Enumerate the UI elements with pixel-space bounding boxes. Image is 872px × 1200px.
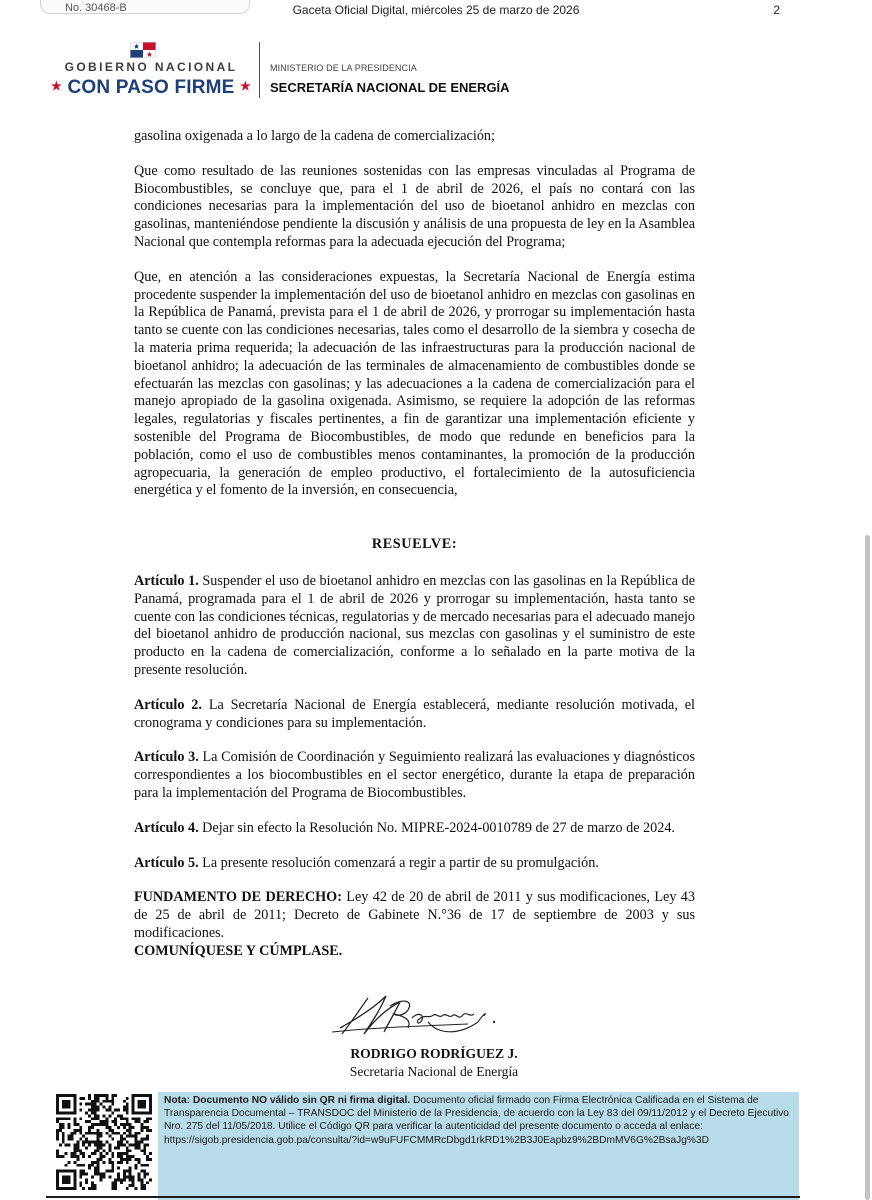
considerando-paragraph: Que como resultado de las reuniones sostenidas con las empresas vinculadas al Programa de Biocombustibles, se concluye que, para el 1 de abril de 2026, el país no contará con las condiciones necesarias para la implementación del uso de bioetanol anhidro en mezclas con gasolinas, manteniéndose pendiente la discusión y análisis de una propuesta de ley en la Asamblea Nacional que contempla reformas para la adecuada ejecución del Programa; (134, 162, 695, 250)
article-text: La Comisión de Coordinación y Seguimiento realizará las evaluaciones y diagnósticos correspondientes a los biocombustibles en el sector energético, durante la etapa de preparación para la implementación del Programa de Biocombustibles. (134, 749, 695, 801)
gazette-header: Gaceta Oficial Digital, miércoles 25 de marzo de 2026 (292, 3, 580, 17)
secretaria-name: SECRETARÍA NACIONAL DE ENERGÍA (270, 80, 510, 95)
verification-link[interactable]: https://sigob.presidencia.gob.pa/consulta/?id=w9uFUFCMMRcDbgd1rkRD1%2B3J0Eapbz9%2BDmMV6G%2BsaJg%3D (164, 1134, 710, 1146)
footer-rule (46, 1196, 800, 1198)
considerando-paragraph: gasolina oxigenada a lo largo de la cadena de comercialización; (134, 128, 495, 144)
fundamento-text: Ley 42 de 20 de abril de 2011 y sus modificaciones, Ley 43 de 25 de abril de 2011; Decreto de Gabinete N.°36 de 17 de septiembre de 2003 y sus modificaciones. (134, 889, 695, 941)
article-4 (134, 820, 695, 838)
fundamento-de-derecho (134, 889, 695, 942)
con-paso-firme-text (48, 77, 254, 99)
article-3 (134, 749, 695, 802)
panama-flag-icon (130, 42, 156, 58)
qr-code-icon[interactable] (56, 1094, 152, 1190)
page-number: 2 (773, 3, 780, 17)
article-label: Artículo 4. (134, 819, 199, 836)
note-label: Nota: Documento NO válido sin QR ni firma digital. (164, 1095, 411, 1106)
resuelve-heading: RESUELVE: (371, 536, 458, 553)
scrollbar-thumb[interactable] (865, 535, 870, 1200)
star-icon: ★ (50, 79, 62, 93)
resolution-body (134, 128, 695, 960)
fundamento-label: FUNDAMENTO DE DERECHO: (134, 889, 342, 906)
article-label: Artículo 1. (134, 572, 199, 589)
signer-name: RODRIGO RODRÍGUEZ J. (350, 1046, 518, 1061)
article-text: Suspender el uso de bioetanol anhidro en mezclas con las gasolinas en la República de Panamá, programada para el 1 de abril de 2026 y prorrogar su implementación, hasta tanto se cuente con las condiciones técnicas, regulatorias y de mercado necesarias para el adecuado manejo del bioetanol anhidro de producción nacional, sus mezclas con gasolinas y el suministro de este producto en la cadena de comercialización, conforme a lo señalado en la parte motiva de la presente resolución. (134, 572, 695, 678)
article-text: La presente resolución comenzará a regir a partir de su promulgación. (198, 854, 599, 871)
government-logo (48, 38, 254, 102)
page-header (0, 0, 872, 22)
article-label: Artículo 2. (134, 696, 202, 713)
article-2 (134, 697, 695, 733)
note-text: Documento oficial firmado con Firma Electrónica Calificada en el Sistema de Transparencia Documental – TRANSDOC del Ministerio de la Presidencia, de acuerdo con la Ley 83 del 09/11/2012 y el Decreto Ejecutivo Nro. 275 del 11/05/2018. Utilice el Código QR para verificar la autenticidad del presente documento o acceda al enlace: (164, 1095, 789, 1133)
slogan-label: CON PASO FIRME (67, 77, 235, 98)
article-text: La Secretaría Nacional de Energía establecerá, mediante resolución motivada, el cronograma y condiciones para su implementación. (134, 696, 696, 731)
article-5 (134, 855, 695, 873)
considerando-paragraph: Que, en atención a las consideraciones expuestas, la Secretaría Nacional de Energía estima procedente suspender la implementación del uso de bioetanol anhidro en mezclas con gasolinas en la República de Panamá, prevista para el 1 de abril de 2026, y prorrogar su implementación hasta tanto se cuente con las condiciones necesarias, tales como el desarrollo de la siembra y cosecha de la materia prima requerida; la adecuación de las infraestructuras para la producción nacional de bioetanol anhidro; la adecuación de las terminales de almacenamiento de combustibles donde se efectuarán las mezclas con gasolinas; y las adecuaciones a la cadena de comercialización para el manejo apropiado de la gasolina oxigenada. Asimismo, se requiere la adopción de las reformas legales, regulatorias y fiscales pertinentes, a fin de garantizar una implementación eficiente y sostenible del Programa de Biocombustibles, de modo que redunde en beneficios para la población, como el uso de combustibles menos contaminantes, la promoción de la producción agropecuaria, la generación de empleo productivo, el fortalecimiento de la autosuficiencia energética y el fomento de la inversión, en consecuencia, (134, 268, 695, 499)
gazette-number-badge: No. 30468-B (40, 0, 250, 14)
star-icon: ★ (240, 79, 252, 93)
closing-formula: COMUNÍQUESE Y CÚMPLASE. (134, 942, 343, 959)
ministry-name: MINISTERIO DE LA PRESIDENCIA (270, 63, 417, 73)
article-1 (134, 573, 695, 680)
digital-signature-note (158, 1092, 799, 1200)
logo-divider (259, 42, 260, 98)
article-text: Dejar sin efecto la Resolución No. MIPRE-2024-0010789 de 27 de marzo de 2024. (198, 819, 675, 836)
article-label: Artículo 3. (134, 749, 199, 766)
signer-title: Secretaria Nacional de Energía (349, 1064, 519, 1079)
gobierno-nacional-text: GOBIERNO NACIONAL (64, 60, 238, 74)
handwritten-signature (328, 988, 508, 1040)
article-label: Artículo 5. (134, 854, 199, 871)
